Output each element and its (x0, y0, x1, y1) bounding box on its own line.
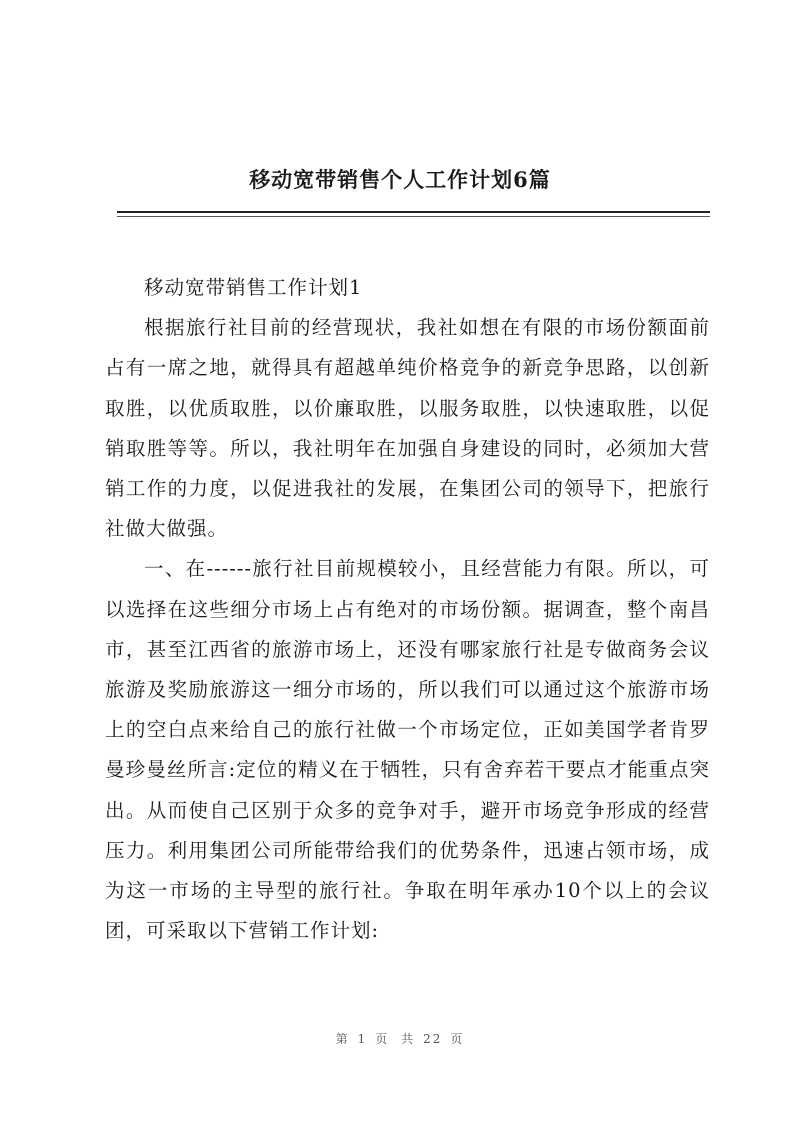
section-heading: 移动宽带销售工作计划1 (144, 276, 363, 299)
page-label-middle: 页 共 (375, 1032, 416, 1046)
page-label-prefix: 第 (335, 1032, 350, 1046)
page-label-suffix: 页 (450, 1032, 465, 1046)
title-divider (117, 211, 710, 213)
document-title: 移动宽带销售个人工作计划6篇 (249, 167, 551, 192)
body-paragraph: 一、在------旅行社目前规模较小，且经营能力有限。所以，可以选择在这些细分市场上占有绝对的市场份额。据调查，整个南昌市，甚至江西省的旅游市场上，还没有哪家旅行社是专做商务会议旅游及奖励旅游这一细分市场的，所以我们可以通过这个旅游市场上的空白点来给自己的旅行社做一个市场定位，正如美国学者肯罗曼珍曼丝所言:定位的精义在于牺牲，只有舍弃若干要点才能重点突出。从而使自己区别于众多的竞争对手，避开市场竞争形成的经营压力。利用集团公司所能带给我们的优势条件，迅速占领市场，成为这一市场的主导型的旅行社。争取在明年承办10个以上的会议团，可采取以下营销工作计划: (105, 557, 710, 943)
document-body (105, 268, 710, 951)
page-footer (0, 1030, 800, 1047)
total-pages-number: 22 (423, 1032, 443, 1046)
current-page-number: 1 (357, 1032, 368, 1046)
body-paragraph: 根据旅行社目前的经营现状，我社如想在有限的市场份额面前占有一席之地，就得具有超越单纯价格竞争的新竞争思路，以创新取胜，以优质取胜，以价廉取胜，以服务取胜，以快速取胜，以促销取胜等等。所以，我社明年在加强自身建设的同时，必须加大营销工作的力度，以促进我社的发展，在集团公司的领导下，把旅行社做大做强。 (105, 316, 710, 541)
